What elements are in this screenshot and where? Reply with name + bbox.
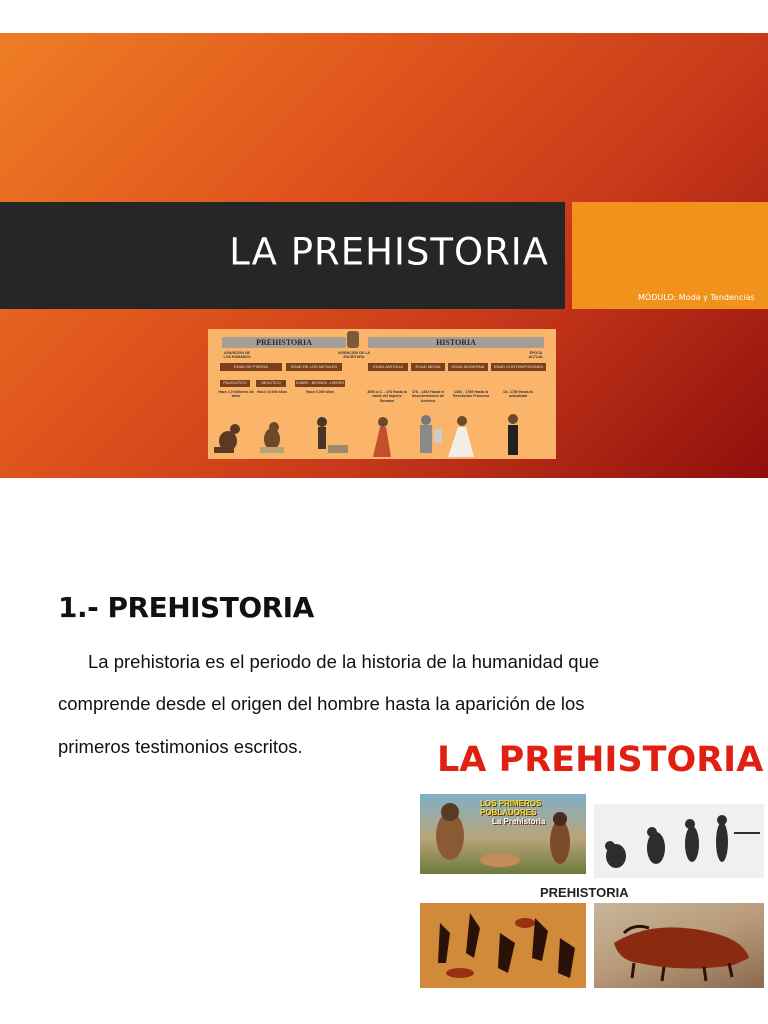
cave-painting-animal-image <box>594 903 764 988</box>
timeline-aparicion: APARICIÓN DE LOS HUMANOS <box>223 351 251 359</box>
module-box <box>572 202 768 309</box>
timeline-edad-media: EDAD MEDIA <box>411 363 445 371</box>
first-settlers-title: LOS PRIMEROS POBLADORES <box>480 799 542 817</box>
timeline-figures <box>208 407 556 459</box>
paragraph-line: comprende desde el origen del hombre hasta la aparición de los <box>58 693 585 714</box>
modern-era-figure <box>448 416 474 457</box>
human-evolution-illustration <box>594 804 764 878</box>
metal-age-figure <box>317 417 348 453</box>
contemporary-figure <box>508 414 518 455</box>
ancient-woman-figure <box>373 417 391 457</box>
prehistoria-caption: PREHISTORIA <box>540 885 629 900</box>
timeline-edad-metales: EDAD DE LOS METALES <box>286 363 342 371</box>
timeline-edad-moderna: EDAD MODERNA <box>448 363 488 371</box>
timeline-date-contemp: Dc. 1789 Hasta la actualidad <box>503 390 533 399</box>
timeline-epoca-actual: ÉPOCA ACTUAL <box>528 351 544 359</box>
paragraph-line: La prehistoria es el periodo de la historia de la humanidad que <box>88 651 600 672</box>
evolution-image <box>594 804 764 878</box>
timeline-edad-piedra: EDAD DE PIEDRA <box>220 363 282 371</box>
title-bar <box>0 202 565 309</box>
stone-tablet-icon <box>347 331 359 348</box>
timeline-date-antigua: 3000 a.C. - 476 Hasta la caída del Imperio Romano <box>367 390 407 403</box>
module-label: MÓDULO: Moda y Tendencias <box>638 293 755 302</box>
timeline-date-media: 476 - 1492 Hasta el descubrimiento de América <box>412 390 444 403</box>
neolithic-figure <box>260 422 284 453</box>
timeline-neolitico: NEOLÍTICO <box>256 380 286 387</box>
timeline-edad-contemporanea: EDAD CONTEMPORÁNEA <box>491 363 546 371</box>
timeline-date-moderna: 1492 - 1789 Hasta la Revolución Francesa <box>452 390 490 399</box>
timeline-historia-header: HISTORIA <box>368 337 544 348</box>
timeline-invencion: INVENCIÓN DE LA ESCRITURA <box>338 351 370 359</box>
first-settlers-caption <box>480 799 580 826</box>
timeline-date-neo: Hace 10.000 años <box>257 390 287 394</box>
section-heading: 1.- PREHISTORIA <box>58 591 314 624</box>
timeline-paleolitico: PALEOLÍTICO <box>220 380 250 387</box>
timeline-date-metales: Hace 6.000 años <box>306 390 334 394</box>
first-settlers-image <box>420 794 586 874</box>
knight-figure <box>420 415 442 453</box>
cave-painting-bison-illustration <box>594 903 764 988</box>
timeline-date-paleo: Hace 2,5 millones de años <box>218 390 254 399</box>
timeline-prehistoria-header: PREHISTORIA <box>222 337 346 348</box>
caveman-figure <box>214 424 240 453</box>
timeline-metales-sub: COBRE - BRONCE - HIERRO <box>295 381 345 385</box>
cave-painting-illustration <box>420 903 586 988</box>
first-settlers-subtitle: La Prehistoria <box>492 817 546 826</box>
timeline-edad-antigua: EDAD ANTIGUA <box>368 363 408 371</box>
slide-title: LA PREHISTORIA <box>229 230 549 274</box>
title-slide <box>0 33 768 478</box>
prehistory-timeline-image <box>208 329 556 459</box>
collage-title: LA PREHISTORIA <box>437 740 764 780</box>
cave-painting-dancers-image <box>420 903 586 988</box>
paragraph-line: primeros testimonios escritos. <box>58 736 303 757</box>
